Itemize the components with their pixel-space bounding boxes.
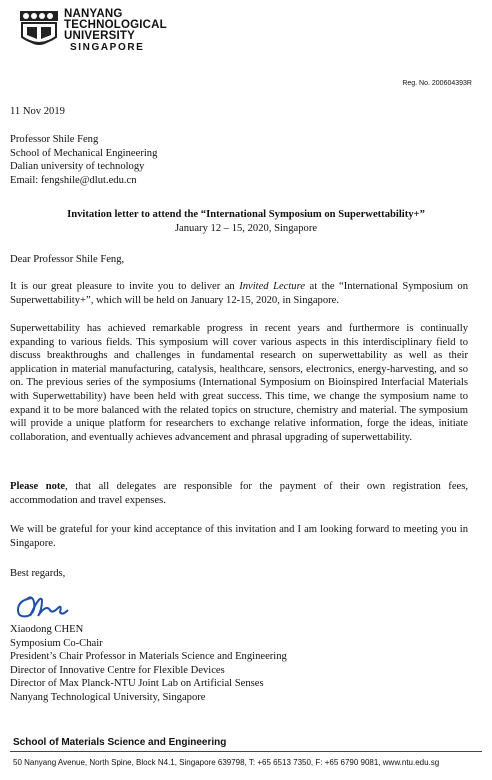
p1-emphasis: Invited Lecture bbox=[239, 281, 306, 292]
university-line2: TECHNOLOGICAL bbox=[64, 19, 167, 31]
university-line1: NANYANG bbox=[64, 8, 123, 20]
recipient-block bbox=[10, 133, 157, 187]
paragraph-note bbox=[10, 480, 468, 507]
note-text: , that all delegates are responsible for the payment of their own registration fees, accommodation and travel expenses. bbox=[10, 481, 468, 506]
closing: Best regards, bbox=[10, 568, 66, 579]
footer-address: 50 Nanyang Avenue, North Spine, Block N4.1, Singapore 639798, T: +65 6513 7350, F: +65 6790 9081, www.ntu.edu.sg bbox=[13, 758, 440, 767]
recipient-university: Dalian university of technology bbox=[10, 161, 145, 172]
signer-title1: Symposium Co-Chair bbox=[10, 637, 103, 649]
subject-block bbox=[10, 208, 482, 235]
reg-number: Reg. No. 200604393R bbox=[402, 80, 472, 87]
handwritten-signature bbox=[12, 590, 72, 624]
p1-part-a: It is our great pleasure to invite you to deliver an bbox=[10, 281, 240, 292]
salutation: Dear Professor Shile Feng, bbox=[10, 254, 125, 265]
paragraph-invitation bbox=[10, 280, 468, 307]
signer-title4: Director of Max Planck-NTU Joint Lab on Artificial Senses bbox=[10, 678, 264, 689]
recipient-dept: School of Mechanical Engineering bbox=[10, 147, 158, 159]
signer-name: Xiaodong CHEN bbox=[10, 624, 84, 635]
footer-school: School of Materials Science and Engineering bbox=[13, 737, 227, 748]
signer-title3: Director of Innovative Centre for Flexible Devices bbox=[10, 664, 225, 676]
ntu-logo bbox=[18, 9, 60, 51]
recipient-name: Professor Shile Feng bbox=[10, 134, 99, 145]
university-line3: UNIVERSITY bbox=[64, 30, 136, 42]
university-line4: SINGAPORE bbox=[70, 42, 145, 53]
paragraph-closing: We will be grateful for your kind acceptance of this invitation and I am looking forward to meeting you in Singapore. bbox=[10, 524, 468, 549]
recipient-email: Email: fengshile@dlut.edu.cn bbox=[10, 174, 137, 186]
subject-dates: January 12 – 15, 2020, Singapore bbox=[174, 222, 318, 234]
note-label: Please note bbox=[10, 481, 66, 492]
p1-part-b: at the “International Symposium on Superwettability+”, which will be held on January 12-15, 2020, in Singapore. bbox=[10, 281, 469, 306]
footer-divider bbox=[10, 751, 482, 752]
signer-title5: Nanyang Technological University, Singapore bbox=[10, 691, 206, 703]
subject-title: Invitation letter to attend the “International Symposium on Superwettability+” bbox=[67, 209, 425, 220]
paragraph-description: Superwettability has achieved remarkable progress in recent years and furthermore is continually expanding to various fields. This symposium will cover various aspects in this interdisciplinary field to discuss breakthroughs and challenges in fundamental research on superwettability as well as their application in material manufacturing, catalysis, healthcare, sensors, electronics, energy-harvesting, and so on. The previous series of the symposiums (International Symposium on Bioinspired Interfacial Materials with Superwettability) have been held with great success. This time, we change the symposium name to expand it to be more balanced with the related topics on structure, chemistry and material. The symposium will provide a unique platform for researchers to exchange relative information, forge the ideas, initiate collaboration, and eventually achieves advancement and phrasal upgrading of superwettability. bbox=[10, 323, 468, 443]
letter-date: 11 Nov 2019 bbox=[10, 106, 65, 117]
signer-title2: President’s Chair Professor in Materials Science and Engineering bbox=[10, 651, 287, 662]
signer-block bbox=[10, 623, 287, 704]
university-name bbox=[64, 9, 167, 53]
